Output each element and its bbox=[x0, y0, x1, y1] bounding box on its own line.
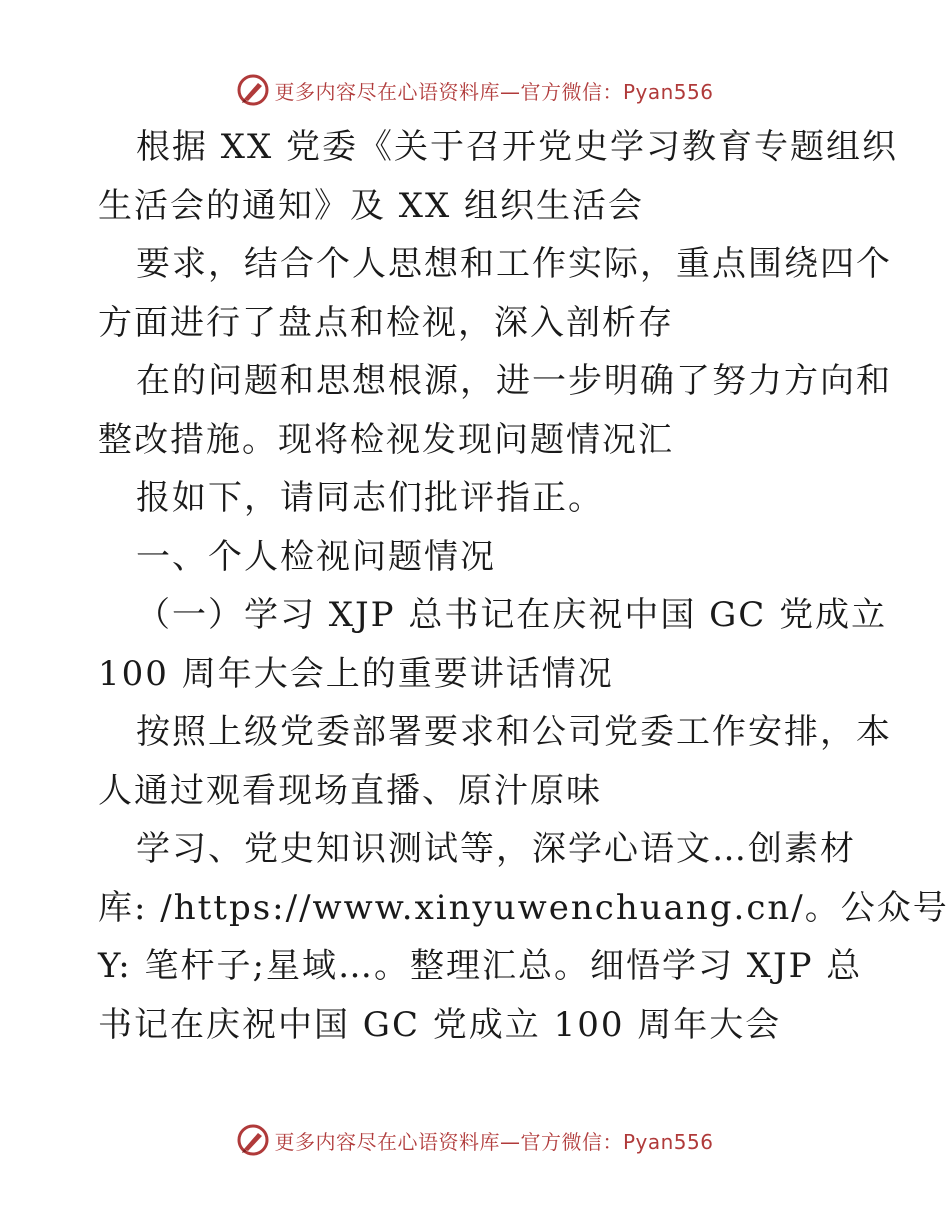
text-line: 要求，结合个人思想和工作实际，重点围绕四个 bbox=[136, 244, 892, 284]
text-line: 根据 XX 党委《关于召开党史学习教育专题组织 bbox=[136, 127, 899, 167]
text-line: （一）学习 XJP 总书记在庆祝中国 GC 党成立 bbox=[136, 595, 888, 635]
pen-logo-icon bbox=[236, 73, 270, 107]
text-line: 一、个人检视问题情况 bbox=[136, 536, 496, 577]
text-line: 在的问题和思想根源，进一步明确了努力方向和 bbox=[136, 361, 892, 401]
text-line: 人通过观看现场直播、原汁原味 bbox=[98, 770, 602, 811]
text-line: 生活会的通知》及 XX 组织生活会 bbox=[98, 185, 645, 226]
text-line: 学习、党史知识测试等，深学心语文…创素材 bbox=[136, 829, 856, 869]
pen-logo-icon bbox=[236, 1123, 270, 1157]
text-line: 库: /https://www.xinyuwenchuang.cn/。公众号 bbox=[98, 887, 949, 928]
text-line: 按照上级党委部署要求和公司党委工作安排，本 bbox=[136, 712, 892, 752]
header-watermark bbox=[0, 70, 950, 110]
text-line: Y: 笔杆子;星域…。整理汇总。细悟学习 XJP 总 bbox=[98, 946, 863, 986]
footer-watermark bbox=[0, 1120, 950, 1160]
text-line: 方面进行了盘点和检视，深入剖析存 bbox=[98, 302, 674, 343]
text-line: 报如下，请同志们批评指正。 bbox=[136, 478, 604, 518]
text-line: 100 周年大会上的重要讲话情况 bbox=[98, 653, 614, 694]
watermark-text: 更多内容尽在心语资料库—官方微信：Pyan556 bbox=[274, 1129, 714, 1154]
text-line: 书记在庆祝中国 GC 党成立 100 周年大会 bbox=[98, 1004, 782, 1045]
text-line: 整改措施。现将检视发现问题情况汇 bbox=[98, 419, 674, 460]
watermark-text: 更多内容尽在心语资料库—官方微信：Pyan556 bbox=[274, 79, 714, 104]
document-body bbox=[98, 118, 949, 1054]
